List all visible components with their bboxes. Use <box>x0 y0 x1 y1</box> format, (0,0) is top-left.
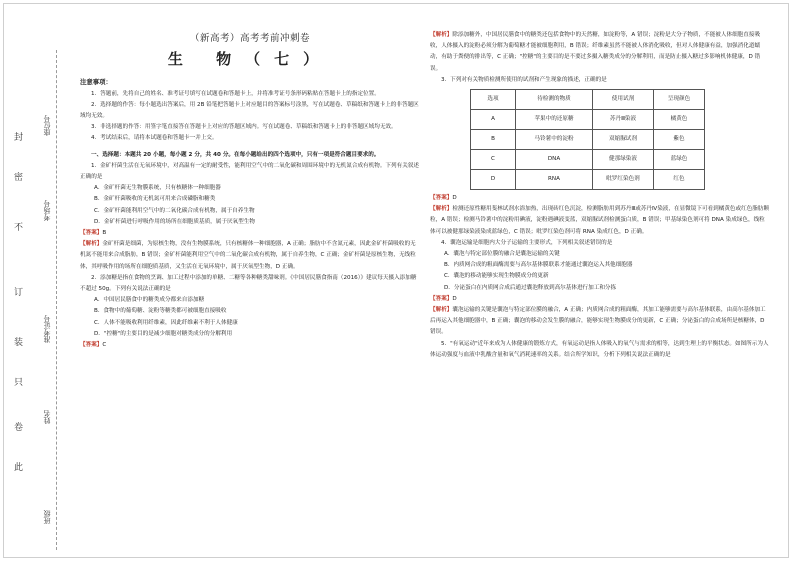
table-header: 待检测的物质 <box>516 90 593 110</box>
notice-heading: 注意事项： <box>80 78 112 87</box>
analysis-text: 金矿杆菌是细菌，为原核生物，没有生物膜系统，只有核糖体一种细胞器，A 正确；脂肪中不含氮元素，因此金矿杆菌吸收的无机氮不能用来合成脂肪，B 错误；金矿杆菌能利用空气中的二氧化碳合成有机物，属于自养生物，C 正确；金矿杆菌是原核生物，无线粒体，其呼吸作用的场所在细胞质基质，又生活在无氧环境中，属于厌氧型生物，D 正确。 <box>80 241 416 270</box>
option: B．内质网合成的粗面酶需要与高尔基体膜联系才能通过囊泡运入其他细胞器 <box>444 262 633 269</box>
answer-tag: 【答案】 <box>430 195 453 202</box>
admission-number-label: 准考证号 <box>43 315 51 343</box>
option: C．金矿杆菌能利用空气中的二氧化碳合成有机物，属于自养生物 <box>94 207 255 214</box>
table-cell: 蓝绿色 <box>654 150 705 170</box>
binding-strip <box>8 20 78 550</box>
class-field[interactable] <box>42 510 52 524</box>
table-header: 呈现颜色 <box>654 90 705 110</box>
seal-char: 订 <box>14 288 24 298</box>
table-cell: 红色 <box>654 170 705 190</box>
analysis-line <box>430 30 770 75</box>
answer-tag: 【答案】 <box>430 295 453 302</box>
answer-line <box>80 340 420 351</box>
exam-title: （新高考）高考考前冲刺卷 <box>189 33 310 44</box>
table-row <box>471 150 705 170</box>
answer-line <box>430 294 770 305</box>
table-cell: DNA <box>516 150 593 170</box>
left-column <box>80 30 420 351</box>
seal-char: 装 <box>14 338 24 348</box>
seal-char: 此 <box>14 463 24 473</box>
answer-tag: 【答案】 <box>80 230 103 237</box>
table-cell: C <box>471 150 516 170</box>
option: D．金矿杆菌进行呼吸作用的场所在细胞质基质，属于厌氧型生物 <box>94 218 255 225</box>
analysis-tag: 【解析】 <box>80 241 103 248</box>
question-stem: 4．囊泡运输是细胞内大分子运输的主要形式，下列相关叙述错误的是 <box>441 239 613 246</box>
seal-char: 不 <box>14 223 24 233</box>
answer-value: D <box>452 195 457 202</box>
analysis-text: 囊泡运输的关键是囊泡与特定部位膜的融合，A 正确；内质网合成的粗面酶，其加工能够需要与高尔基体联系，由高尔基体加工后再运入其他细胞器中，B 正确；囊泡的移动会发生膜的融合，能够实现生物膜成分的更新，C 正确；分泌蛋白的合成场所是核糖体，D 错误。 <box>430 307 766 336</box>
analysis-line <box>80 239 420 273</box>
analysis-text: 除添加糖外，中国居民膳食中的糖类还包括食物中的天然糖，如淀粉等，A 错误；淀粉是大分子物质，不能被人体细胞直接吸收，人体摄入的淀粉必须分解为葡萄糖才能被细胞利用，B 错误；纤维素虽然不能被人体消化吸收，但对人体健康有益，加强消化道蠕动，有助于粪便的排出等，C 正确；"控糖"的主要目的是不要过多摄入糖类成分的分解利用，而是防止摄入糖过多影响机体健康，D 错误。 <box>430 32 761 72</box>
table-cell: B <box>471 130 516 150</box>
reagent-table <box>470 89 705 190</box>
option: C．囊泡的移动能够实现生物膜成分的更新 <box>444 273 549 280</box>
section-heading: 一、选择题：本题共 20 小题，每小题 2 分，共 40 分。在每小题给出的四个选项中，只有一项是符合题目要求的。 <box>91 151 380 158</box>
option: D．"控糖"的主要目的是减少细胞对糖类成分的分解利用 <box>94 330 233 337</box>
table-cell: RNA <box>516 170 593 190</box>
answer-value: C <box>102 342 107 349</box>
analysis-tag: 【解析】 <box>430 206 453 213</box>
question-stem: 3．下列对有关物质检测所使用的试剂和产生现象的描述，正确的是 <box>441 76 607 83</box>
option: A．金矿杆菌无生物膜系统，只有核糖体一种细胞器 <box>94 185 221 192</box>
option: B．食物中的葡萄糖、淀粉等糖类都可被细胞直接吸收 <box>94 308 227 315</box>
option: D．分泌蛋白在内质网合成后通过囊泡释放到高尔基体进行加工和分拣 <box>444 284 617 291</box>
notice-item: 1．答题前，先将自己的姓名、准考证号填写在试题卷和答题卡上，并将准考证号条形码粘贴在答题卡上的指定位置。 <box>91 90 380 97</box>
table-cell: 吡罗红染色剂 <box>593 170 654 190</box>
table-cell: 苏丹Ⅲ染液 <box>593 110 654 130</box>
analysis-tag: 【解析】 <box>430 32 453 38</box>
answer-value: D <box>452 295 457 302</box>
table-cell: A <box>471 110 516 130</box>
answer-value: B <box>102 230 107 237</box>
exam-room-field[interactable] <box>42 200 52 221</box>
seat-number-field[interactable] <box>42 115 52 136</box>
table-header: 使用试剂 <box>593 90 654 110</box>
notice-item: 3．非选择题的作答：用签字笔直接答在答题卡上对应的答题区域内。写在试题卷、草稿纸和答题卡上的非答题区域均无效。 <box>91 124 397 131</box>
exam-room-label: 考场号 <box>43 200 51 221</box>
table-row <box>471 110 705 130</box>
option: A．中国居民膳食中的糖类成分都来自添加糖 <box>94 297 205 304</box>
notice-item: 2．选择题的作答：每小题选出答案后，用 2B 铅笔把答题卡上对应题目的答案标号涂黑，写在试题卷、草稿纸和答题卡上的非答题区域均无效。 <box>80 101 419 120</box>
admission-number-field[interactable] <box>42 315 52 343</box>
seat-number-label: 座位号 <box>43 115 51 136</box>
table-row <box>471 130 705 150</box>
table-header-row <box>471 90 705 110</box>
analysis-text: 检测还原性糖用斐林试剂水浴加热，出现砖红色沉淀，检测脂肪用到苏丹Ⅲ或苏丹Ⅳ染液，在显微镜下可看到橘黄色或红色脂肪颗粒，A 错误；检测马铃薯中的淀粉用碘液，淀粉遇碘液变蓝，双缩脲试剂检测蛋白质，B 错误；甲基绿染色剂可将 DNA 染成绿色，线粒体可以被健那绿染液染成蓝绿色，C 错误；吡罗红染色剂可将 RNA 染成红色，D 正确。 <box>430 206 770 235</box>
table-row <box>471 170 705 190</box>
name-label: 姓名 <box>43 410 51 424</box>
table-cell: 苹果中的还原糖 <box>516 110 593 130</box>
option: A．囊泡与特定部位膜的融合是囊泡运输的关键 <box>444 251 560 258</box>
seal-char: 封 <box>14 133 24 143</box>
seal-char: 只 <box>14 378 24 388</box>
class-label: 班级 <box>43 510 51 524</box>
answer-line <box>80 228 420 239</box>
seal-char: 卷 <box>14 423 24 433</box>
seal-line <box>56 50 57 550</box>
subject-title: 生 物（七） <box>167 50 333 69</box>
analysis-line <box>430 204 770 238</box>
analysis-line <box>430 305 770 339</box>
table-header: 选项 <box>471 90 516 110</box>
analysis-tag: 【解析】 <box>430 307 453 314</box>
answer-tag: 【答案】 <box>80 342 103 349</box>
notice-item: 4．考试结束后，请将本试题卷和答题卡一并上交。 <box>91 135 218 142</box>
table-cell: 健那绿染液 <box>593 150 654 170</box>
question-stem: 2．添加糖是指在食物的烹调、加工过程中添加的单糖、二糖等各种糖类甜味剂。《中国居民膳食指南（2016）》建议每天摄入添加糖不超过 50g。下列有关说法正确的是 <box>80 274 417 293</box>
table-cell: 紫色 <box>654 130 705 150</box>
table-cell: 橘黄色 <box>654 110 705 130</box>
name-field[interactable] <box>42 410 52 424</box>
question-stem: 5．"有氧运动"近年来成为人体健康的锻炼方式，有氧运动是指人体吸入的氧气与需求的相等，达到生理上的平衡状态。如图所示为人体运动强度与血液中乳酸含量和氧气消耗速率的关系。结合所学知识，分析下列相关说法正确的是 <box>430 340 769 358</box>
table-cell: 双缩脲试剂 <box>593 130 654 150</box>
table-cell: D <box>471 170 516 190</box>
table-cell: 马铃薯中的淀粉 <box>516 130 593 150</box>
right-column <box>430 30 770 361</box>
question-stem: 1．金矿杆菌生活在无氧环境中，对高温有一定的耐受性，能利用空气中的二氧化碳和周围环境中的无机氮合成有机物。下列有关叙述正确的是 <box>80 162 419 181</box>
option: C．人体不能吸收利用纤维素，因此纤维素不利于人体健康 <box>94 319 238 326</box>
option: B．金矿杆菌吸收的无机氮可用来合成磷脂和糖类 <box>94 196 216 203</box>
answer-line <box>430 193 770 204</box>
seal-char: 密 <box>14 173 24 183</box>
